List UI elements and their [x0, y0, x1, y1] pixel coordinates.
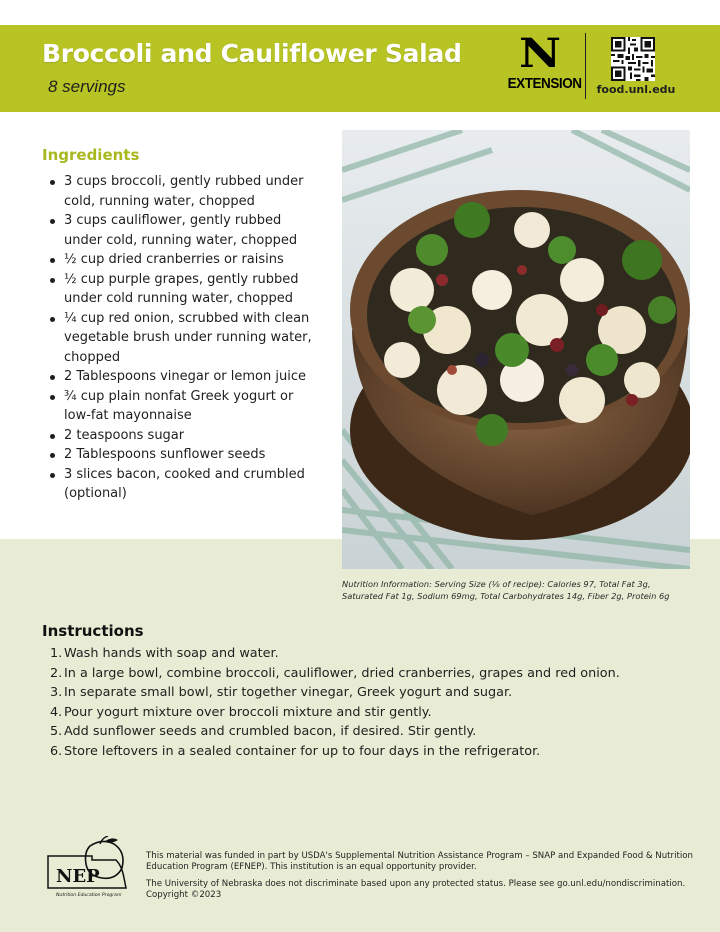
- extension-logo: [504, 30, 582, 92]
- step-text: In separate small bowl, stir together vinegar, Greek yogurt and sugar.: [64, 685, 513, 700]
- extension-label: EXTENSION: [507, 75, 582, 92]
- instruction-step: [50, 664, 690, 684]
- instructions-heading: Instructions: [42, 622, 144, 640]
- step-number: 4.: [50, 704, 63, 720]
- step-text: Pour yogurt mixture over broccoli mixture and stir gently.: [64, 704, 432, 720]
- ingredient-item: 3 cups broccoli, gently rubbed under cold, running water, chopped: [64, 172, 314, 211]
- ingredient-item: 3 slices bacon, cooked and crumbled (optional): [64, 465, 314, 504]
- ingredient-item: ¾ cup plain nonfat Greek yogurt or low-fat mayonnaise: [64, 387, 314, 426]
- step-number: 3.: [50, 685, 63, 700]
- servings-label: 8 servings: [48, 77, 126, 96]
- instruction-step: [50, 703, 690, 723]
- step-number: 1.: [50, 646, 63, 661]
- ingredient-item: 2 Tablespoons sunflower seeds: [64, 445, 314, 465]
- funding-statement: This material was funded in part by USDA's Supplemental Nutrition Assistance Program – SNAP and Expanded Food & Nutrition Education Program (EFNEP). This institution is an equal opportunity provider.: [146, 851, 693, 872]
- ingredient-item: 2 teaspoons sugar: [64, 426, 314, 446]
- nondiscrimination-statement: The University of Nebraska does not discriminate based upon any protected status. Please see go.unl.edu/nondiscrimination. Copyright ©2023: [146, 879, 686, 900]
- ingredient-item: 3 cups cauliflower, gently rubbed under cold, running water, chopped: [64, 211, 314, 250]
- step-text: In a large bowl, combine broccoli, cauliflower, dried cranberries, grapes and red onion.: [64, 665, 620, 681]
- instruction-step: [50, 683, 690, 703]
- step-number: 6.: [50, 743, 63, 759]
- header-divider: [585, 33, 586, 99]
- ingredient-item: ¼ cup red onion, scrubbed with clean vegetable brush under running water, chopped: [64, 309, 314, 368]
- qr-code-icon[interactable]: [611, 37, 655, 81]
- step-text: Wash hands with soap and water.: [64, 646, 279, 661]
- salad-photo: [342, 130, 690, 569]
- nebraska-n-icon: N: [518, 30, 562, 77]
- step-text: Add sunflower seeds and crumbled bacon, if desired. Stir gently.: [64, 724, 477, 739]
- step-number: 2.: [50, 665, 63, 681]
- instruction-step: [50, 722, 690, 742]
- ingredient-item: 2 Tablespoons vinegar or lemon juice: [64, 367, 314, 387]
- recipe-title: [42, 39, 462, 102]
- instruction-step: [50, 644, 690, 664]
- step-number: 5.: [50, 724, 63, 739]
- instructions-list: [50, 644, 690, 761]
- ingredient-item: ½ cup purple grapes, gently rubbed under cold running water, chopped: [64, 270, 314, 309]
- header-band: [0, 25, 720, 112]
- ingredient-item: ½ cup dried cranberries or raisins: [64, 250, 314, 270]
- ingredients-list: [64, 172, 314, 504]
- instruction-step: [50, 742, 690, 762]
- nep-logo-subtitle: Nutrition Education Program: [56, 893, 122, 898]
- recipe-title-text: Broccoli and Cauliflower Salad: [42, 39, 462, 68]
- nep-logo-text: NEP: [56, 866, 100, 887]
- ingredients-heading: Ingredients: [42, 146, 140, 164]
- nep-logo-icon: [42, 836, 130, 902]
- step-text: Store leftovers in a sealed container for up to four days in the refrigerator.: [64, 743, 541, 759]
- website-link[interactable]: food.unl.edu: [596, 83, 676, 96]
- nutrition-info: Nutrition Information: Serving Size (⅛ of recipe): Calories 97, Total Fat 3g, Saturated Fat 1g, Sodium 69mg, Total Carbohydrates 14g, Fiber 2g, Protein 6g: [342, 579, 670, 601]
